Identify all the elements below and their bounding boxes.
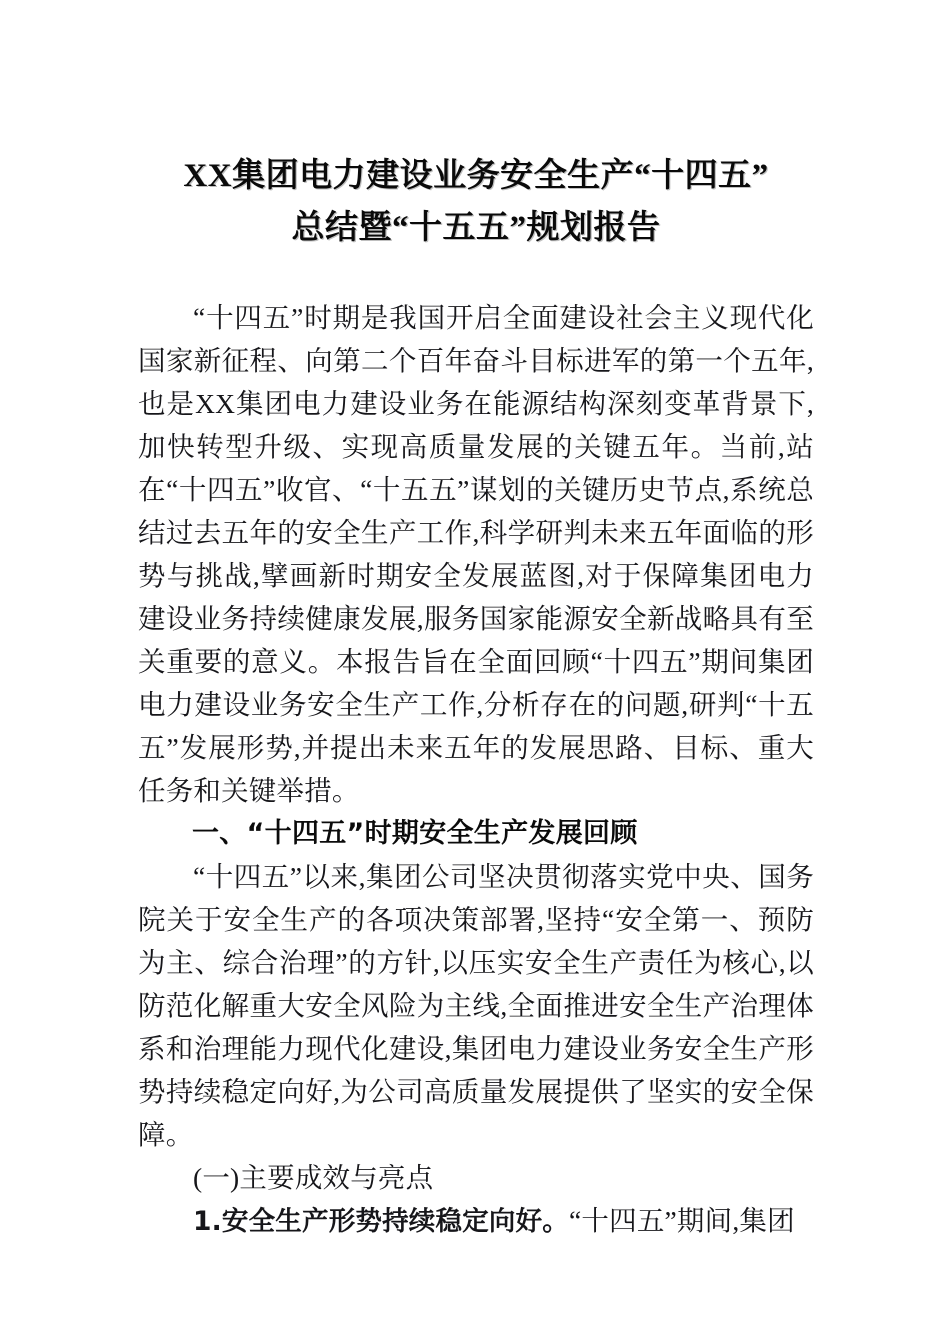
page-title-line-1: XX集团电力建设业务安全生产“十四五” (183, 158, 769, 194)
section-1-paragraph: “十四五”以来,集团公司坚决贯彻落实党中央、国务院关于安全生产的各项决策部署,坚持“安全第一、预防为主、综合治理”的方针,以压实安全生产责任为核心,以防范化解重大安全风险为主线,全面推进安全生产治理体系和治理能力现代化建设,集团电力建设业务安全生产形势持续稳定向好,为公司高质量发展提供了坚实的安全保障。 (138, 861, 814, 1150)
page-title-line-2: 总结暨“十五五”规划报告 (291, 210, 661, 246)
document-body (138, 150, 814, 1243)
list-item-1 (138, 1199, 814, 1243)
list-item-1-lead: 1.安全生产形势持续稳定向好。 (193, 1206, 570, 1237)
page-title (138, 150, 814, 254)
section-heading-1: 一、“十四五”时期安全生产发展回顾 (192, 818, 638, 849)
intro-paragraph: “十四五”时期是我国开启全面建设社会主义现代化国家新征程、向第二个百年奋斗目标进军的第一个五年,也是XX集团电力建设业务在能源结构深刻变革背景下,加快转型升级、实现高质量发展的关键五年。当前,站在“十四五”收官、“十五五”谋划的关键历史节点,系统总结过去五年的安全生产工作,科学研判未来五年面临的形势与挑战,擘画新时期安全发展蓝图,对于保障集团电力建设业务持续健康发展,服务国家能源安全新战略具有至关重要的意义。本报告旨在全面回顾“十四五”期间集团电力建设业务安全生产工作,分析存在的问题,研判“十五五”发展形势,并提出未来五年的发展思路、目标、重大任务和关键举措。 (138, 302, 814, 806)
subsection-heading-1-1: (一)主要成效与亮点 (193, 1162, 434, 1193)
list-item-1-text: “十四五”期间,集团 (569, 1205, 795, 1236)
